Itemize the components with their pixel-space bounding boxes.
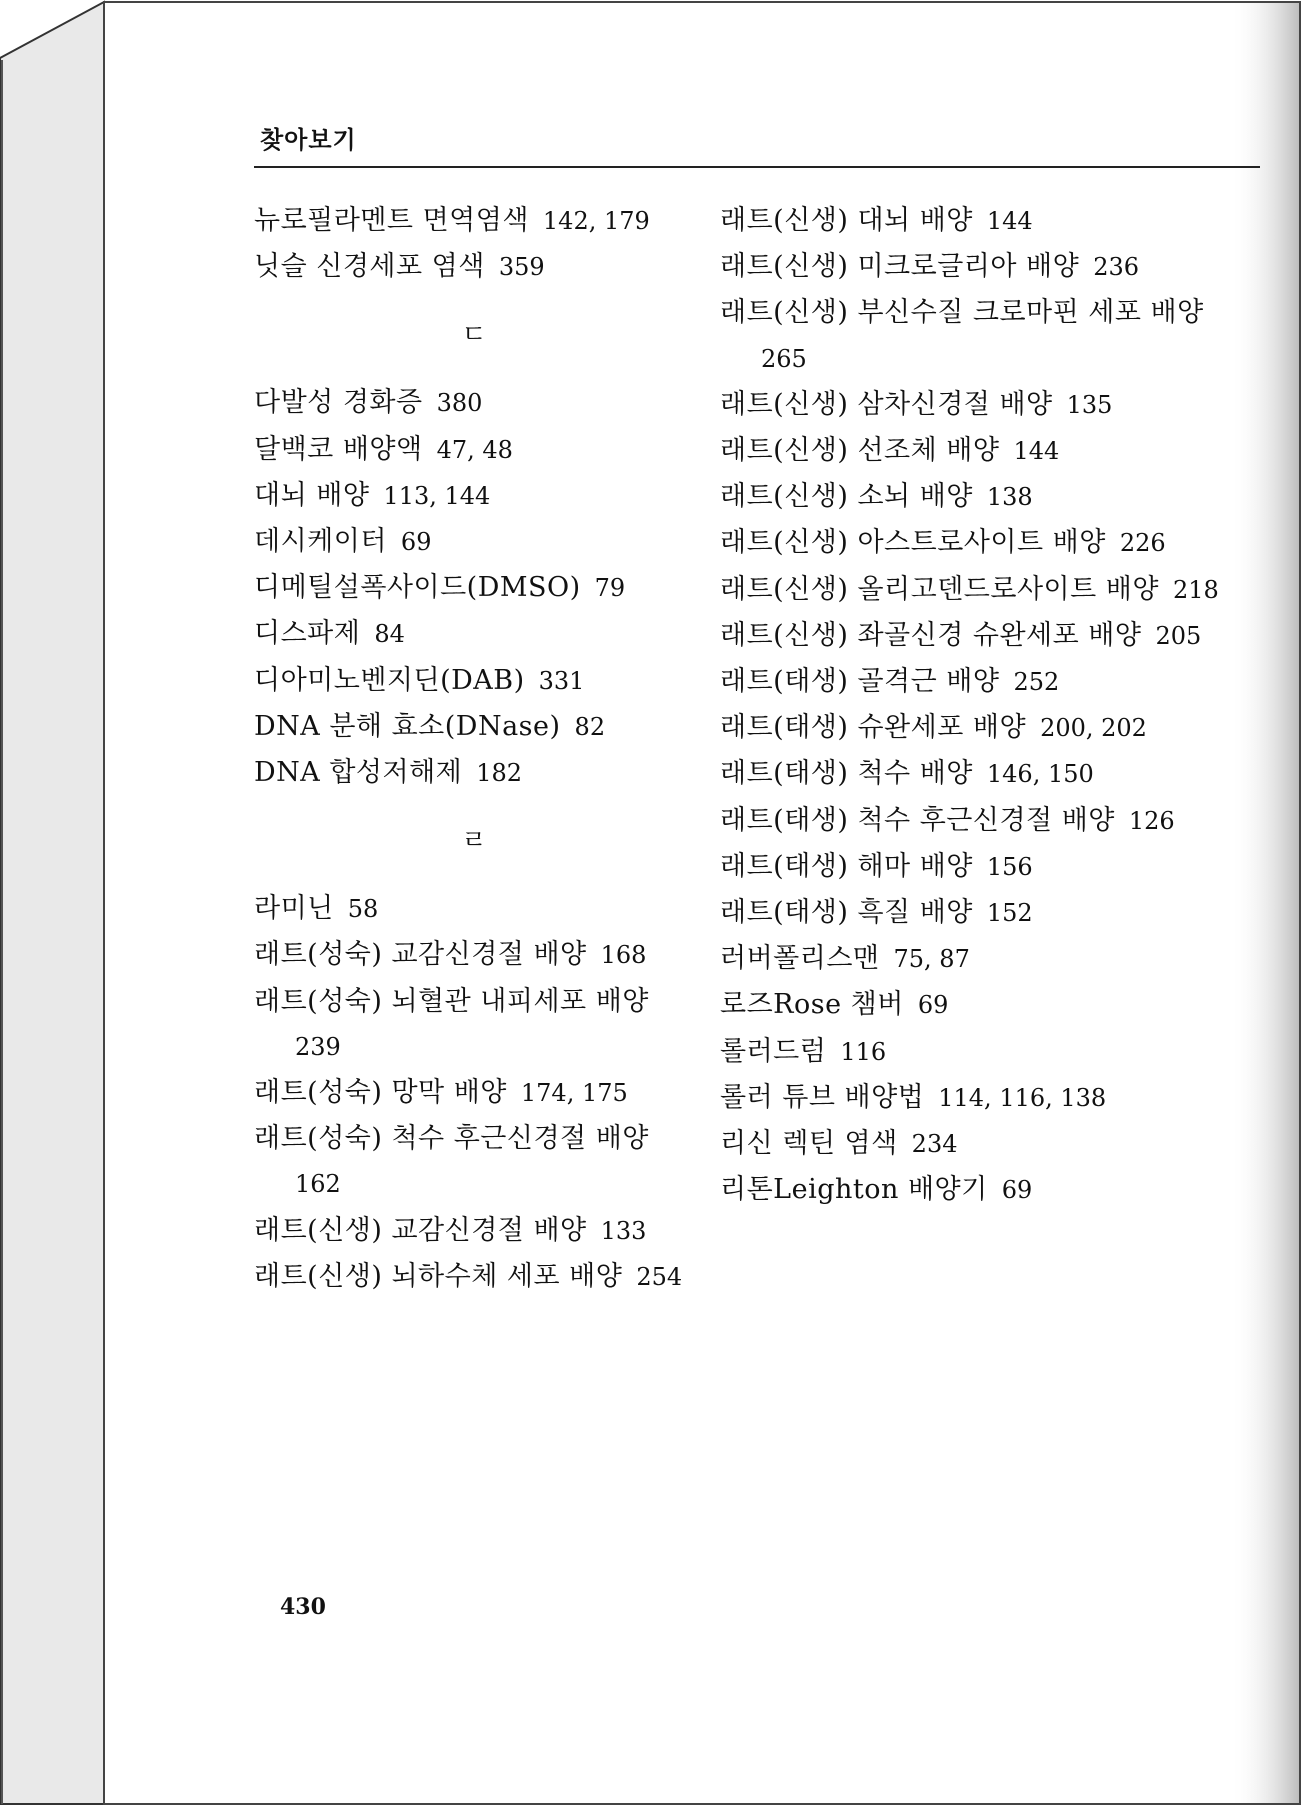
page-reference: 156	[986, 852, 1033, 881]
index-entry	[720, 844, 1260, 890]
page-reference: 58	[347, 895, 379, 924]
index-entry	[254, 1208, 694, 1254]
index-entry	[720, 290, 1260, 381]
page-reference: 114, 116, 138	[938, 1083, 1107, 1112]
index-term: 래트(성숙) 망막 배양	[254, 1077, 507, 1109]
page-reference: 144	[986, 207, 1033, 235]
index-term: DNA 분해 효소(DNase)	[254, 710, 561, 742]
page-reference: 135	[1066, 390, 1113, 419]
index-entry	[720, 798, 1260, 844]
index-entry	[720, 382, 1260, 428]
index-entry	[720, 1075, 1260, 1121]
page-reference: 331	[538, 666, 585, 695]
index-term: 디아미노벤지딘(DAB)	[254, 664, 525, 696]
index-term: 달백코 배양액	[254, 433, 423, 465]
index-term: 래트(신생) 선조체 배양	[720, 435, 1000, 467]
index-term: 래트(신생) 삼차신경절 배양	[720, 388, 1053, 420]
page-reference: 133	[600, 1216, 647, 1245]
index-entry	[254, 244, 694, 290]
page-reference: 113, 144	[383, 481, 491, 510]
index-entry	[720, 613, 1260, 659]
index-entry	[720, 474, 1260, 520]
index-term: 닛슬 신경세포 염색	[254, 251, 485, 283]
page-reference: 226	[1119, 529, 1166, 558]
index-term: 롤러드럼	[720, 1035, 827, 1067]
index-term: 래트(신생) 미크로글리아 배양	[720, 251, 1080, 283]
index-term: 라미닌	[254, 893, 334, 925]
page-reference: 174, 175	[520, 1079, 628, 1108]
page-reference: 205	[1155, 621, 1202, 650]
page-reference: 200, 202	[1040, 714, 1147, 743]
page-reference: 380	[436, 389, 483, 418]
page-reference: 254	[636, 1262, 683, 1291]
index-entry	[254, 1070, 694, 1116]
index-entry	[720, 1121, 1260, 1167]
page-reference: 359	[498, 253, 545, 282]
index-term: 로즈Rose 챔버	[720, 989, 904, 1021]
index-term: 디스파제	[254, 618, 361, 650]
index-term: 래트(신생) 소뇌 배양	[720, 481, 973, 513]
page-reference: 252	[1013, 668, 1060, 697]
page-reference: 218	[1172, 575, 1219, 604]
index-term: 롤러 튜브 배양법	[720, 1081, 925, 1113]
page-number: 430	[280, 1594, 326, 1620]
page-reference: 265	[761, 344, 807, 373]
page-reference: 116	[840, 1037, 887, 1066]
index-term: 래트(신생) 올리고덴드로사이트 배양	[720, 573, 1159, 605]
index-term: 래트(태생) 해마 배양	[720, 850, 973, 882]
page-reference: 82	[574, 712, 606, 741]
index-entry	[254, 658, 694, 704]
index-term: 리톤Leighton 배양기	[720, 1174, 988, 1206]
index-entry	[254, 886, 694, 932]
index-term: 래트(신생) 대뇌 배양	[720, 205, 973, 236]
index-term: 래트(태생) 흑질 배양	[720, 897, 973, 929]
page-reference: 236	[1093, 253, 1140, 282]
page-reference: 152	[986, 899, 1033, 928]
index-term: 래트(태생) 골격근 배양	[720, 666, 1000, 698]
index-column-left	[254, 198, 694, 1300]
index-term: 래트(신생) 아스트로사이트 배양	[720, 527, 1106, 559]
section-heading-d: ㄷ	[461, 320, 487, 351]
page-reference: 182	[476, 759, 523, 788]
index-term: 뉴로필라멘트 면역염색	[254, 205, 529, 236]
index-term: 리신 렉틴 염색	[720, 1128, 898, 1160]
index-entry	[720, 659, 1260, 705]
index-term: 래트(신생) 좌골신경 슈완세포 배양	[720, 619, 1142, 651]
page-reference: 47, 48	[436, 435, 513, 464]
index-entry	[254, 380, 694, 426]
index-entry	[720, 520, 1260, 566]
page-reference: 75, 87	[893, 945, 970, 974]
index-term: 다발성 경화증	[254, 387, 423, 419]
index-entry	[720, 244, 1260, 290]
index-entry	[254, 932, 694, 978]
index-entry	[720, 890, 1260, 936]
index-entry	[254, 611, 694, 657]
index-term: 래트(성숙) 교감신경절 배양	[254, 939, 587, 971]
index-entry	[720, 428, 1260, 474]
index-term: 래트(신생) 뇌하수체 세포 배양	[254, 1260, 623, 1292]
page-reference: 162	[295, 1170, 341, 1199]
index-term: 래트(태생) 척수 배양	[720, 758, 973, 790]
index-term: 래트(태생) 슈완세포 배양	[720, 712, 1027, 744]
page-reference: 239	[295, 1032, 341, 1061]
page-reference: 69	[400, 528, 432, 557]
index-column-right	[720, 198, 1260, 1213]
index-term: 디메틸설폭사이드(DMSO)	[254, 572, 581, 604]
index-term: 데시케이터	[254, 526, 387, 558]
index-entry	[720, 751, 1260, 797]
index-entry	[720, 1029, 1260, 1075]
index-term: DNA 합성저해제	[254, 757, 463, 789]
index-entry	[720, 705, 1260, 751]
index-entry	[254, 565, 694, 611]
page-reference: 84	[374, 620, 405, 649]
page-reference: 168	[600, 941, 647, 970]
index-entry	[254, 427, 694, 473]
header-rule	[254, 166, 1260, 168]
section-heading-r: ㄹ	[461, 826, 487, 857]
page-reference: 69	[1001, 1176, 1033, 1205]
index-entry	[254, 1254, 694, 1300]
index-entry	[254, 979, 694, 1070]
index-term: 래트(신생) 교감신경절 배양	[254, 1214, 587, 1246]
page-reference: 234	[911, 1130, 958, 1159]
page-reference: 142, 179	[542, 207, 650, 235]
index-entry	[720, 198, 1260, 244]
index-term: 대뇌 배양	[254, 479, 370, 511]
page-reference: 69	[917, 991, 949, 1020]
index-term: 래트(신생) 부신수질 크로마핀 세포 배양	[720, 297, 1204, 329]
running-head: 찾아보기	[260, 126, 357, 154]
index-entry	[254, 198, 694, 244]
index-entry	[254, 519, 694, 565]
index-entry	[720, 567, 1260, 613]
index-term: 래트(성숙) 뇌혈관 내피세포 배양	[254, 985, 649, 1017]
page-reference: 144	[1013, 437, 1060, 466]
page-reference: 138	[986, 483, 1033, 512]
page-reference: 146, 150	[986, 760, 1094, 789]
page-reference: 79	[594, 574, 626, 603]
index-entry	[720, 936, 1260, 982]
index-entry	[720, 1167, 1260, 1213]
index-term: 래트(태생) 척수 후근신경절 배양	[720, 804, 1115, 836]
index-term: 래트(성숙) 척수 후근신경절 배양	[254, 1123, 649, 1155]
index-term: 러버폴리스맨	[720, 943, 880, 975]
index-entry	[254, 750, 694, 796]
page-reference: 126	[1128, 806, 1175, 835]
index-entry	[254, 473, 694, 519]
index-entry	[254, 704, 694, 750]
index-entry	[720, 982, 1260, 1028]
index-page	[104, 2, 1300, 1804]
index-entry	[254, 1116, 694, 1207]
